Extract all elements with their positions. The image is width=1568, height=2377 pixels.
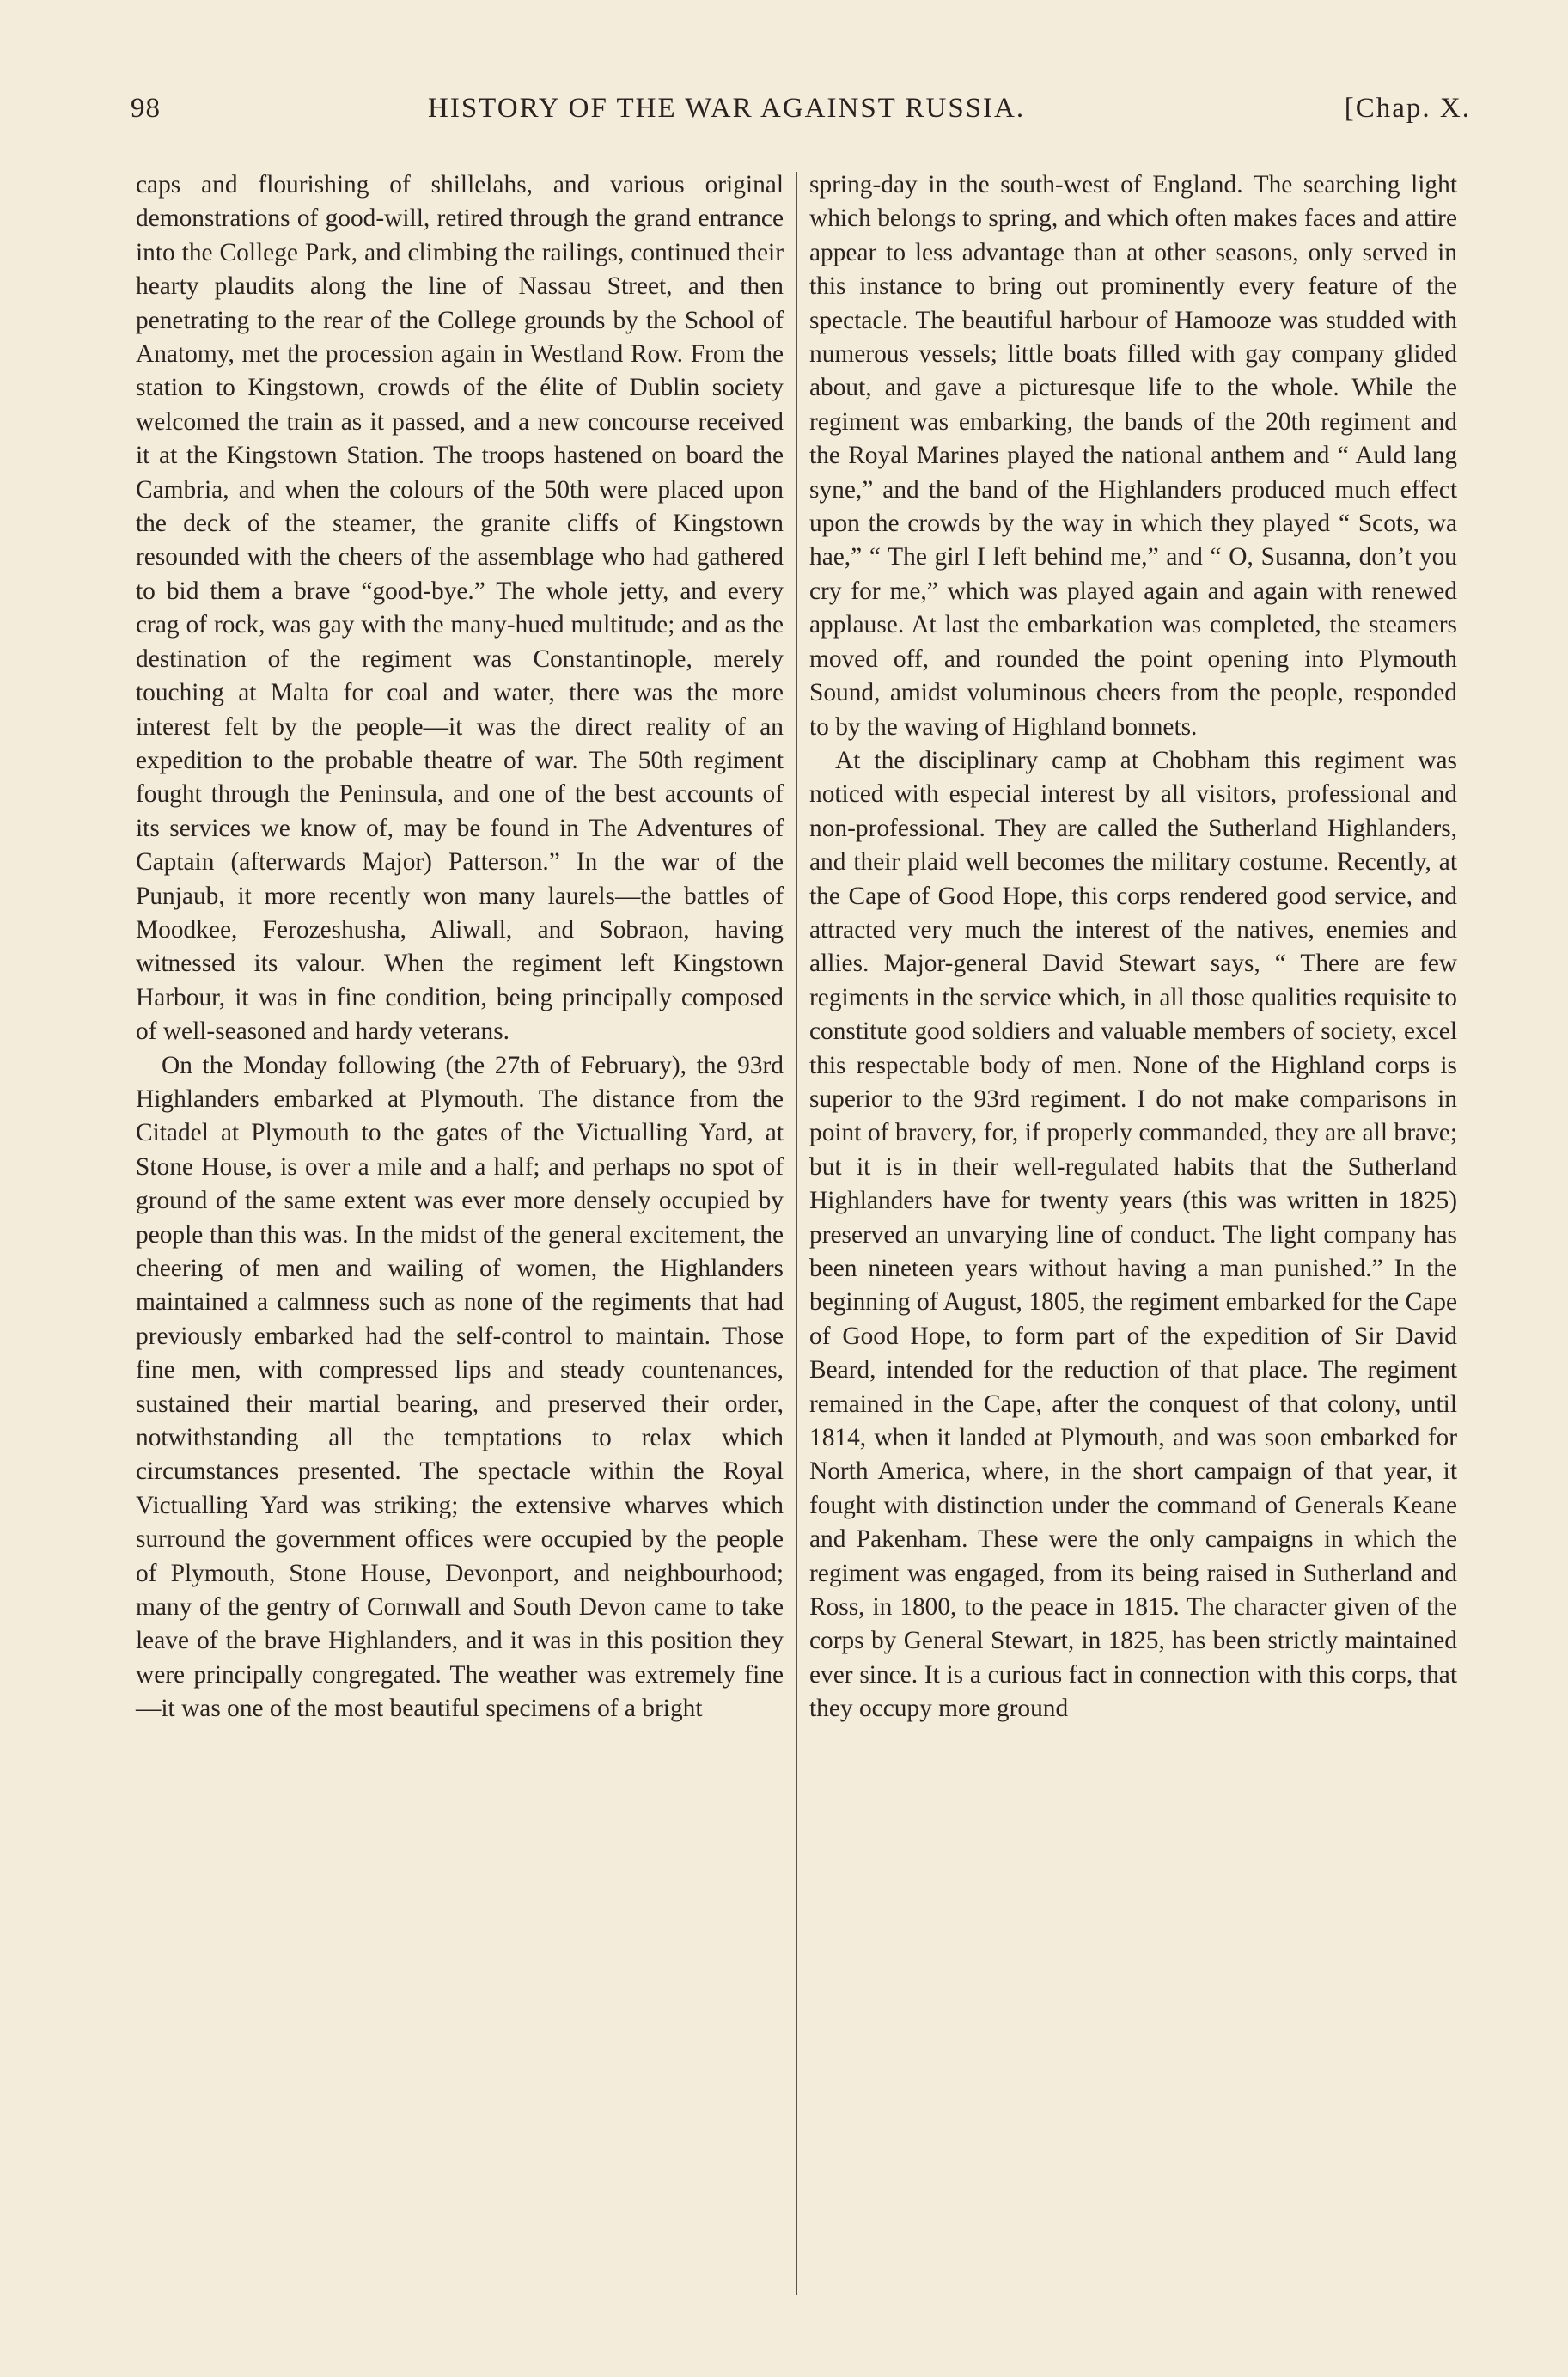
right-paragraph-1: spring-day in the south-west of England. The searching light which belongs to spring, and which often makes faces and attire appear to less advantage than at other seasons, only served in this instance to bring out prominently every feature of the spectacle. The beautiful harbour of Hamooze was studded with numerous vessels; little boats filled with gay company glided about, and gave a picturesque life to the whole. While the regiment was embarking, the bands of the 20th regiment and the Royal Marines played the national anthem and “ Auld lang syne,” and the band of the Highlanders produced much effect upon the crowds by the way in which they played “ Scots, wa hae,” “ The girl I left behind me,” and “ O, Susanna, don’t you cry for me,” which was played again and again with renewed applause. At last the embarkation was completed, the steamers moved off, and rounded the point opening into Plymouth Sound, amidst voluminous cheers from the people, responded to by the waving of Highland bonnets. [809,171,1457,741]
right-column [809,168,1457,1726]
left-column [136,168,784,1726]
running-title: HISTORY OF THE WAR AGAINST RUSSIA. [428,93,1026,124]
right-paragraph-2: At the disciplinary camp at Chobham this regiment was noticed with especial interest by all visitors, professional and non-professional. They are called the Sutherland Highlanders, and their plaid well becomes the military costume. Recently, at the Cape of Good Hope, this corps rendered good service, and attracted very much the interest of the natives, enemies and allies. Major-general David Stewart says, “ There are few regiments in the service which, in all those qualities requisite to constitute good soldiers and valuable members of society, excel this respectable body of men. None of the Highland corps is superior to the 93rd regiment. I do not make comparisons in point of bravery, for, if properly commanded, they are all brave; but it is in their well-regulated habits that the Sutherland Highlanders have for twenty years (this was written in 1825) preserved an unvarying line of conduct. The light company has been nineteen years without having a man punished.” In the beginning of August, 1805, the regiment embarked for the Cape of Good Hope, to form part of the expedition of Sir David Beard, intended for the reduction of that place. The regiment remained in the Cape, after the conquest of that colony, until 1814, when it landed at Plymouth, and was soon embarked for North America, where, in the short campaign of that year, it fought with distinction under the command of Generals Keane and Pakenham. These were the only campaigns in which the regiment was engaged, from its being raised in Sutherland and Ross, in 1800, to the peace in 1815. The character given of the corps by General Stewart, in 1825, has been strictly maintained ever since. It is a curious fact in connection with this corps, that they occupy more ground [809,746,1457,1723]
page-number: 98 [131,93,161,124]
chapter-label: [Chap. X. [1344,93,1471,124]
left-paragraph-2: On the Monday following (the 27th of February), the 93rd Highlanders embarked at Plymouth. The distance from the Citadel at Plymouth to the gates of the Victualling Yard, at Stone House, is over a mile and a half; and perhaps no spot of ground of the same extent was ever more densely occupied by people than this was. In the midst of the general excitement, the cheering of men and wailing of women, the Highlanders maintained a calmness such as none of the regiments that had previously embarked had the self-control to maintain. Those fine men, with compressed lips and steady countenances, sustained their martial bearing, and preserved their order, notwithstanding all the temptations to relax which circumstances presented. The spectacle within the Royal Victualling Yard was striking; the extensive wharves which surround the government offices were occupied by the people of Plymouth, Stone House, Devonport, and neighbourhood; many of the gentry of Cornwall and South Devon came to take leave of the brave Highlanders, and it was in this position they were principally congregated. The weather was extremely fine—it was one of the most beautiful specimens of a bright [136,1051,784,1723]
left-paragraph-1: caps and flourishing of shillelahs, and various original demonstrations of good-will, retired through the grand entrance into the College Park, and climbing the railings, continued their hearty plaudits along the line of Nassau Street, and then penetrating to the rear of the College grounds by the School of Anatomy, met the procession again in Westland Row. From the station to Kingstown, crowds of the élite of Dublin society welcomed the train as it passed, and a new concourse received it at the Kingstown Station. The troops hastened on board the Cambria, and when the colours of the 50th were placed upon the deck of the steamer, the granite cliffs of Kingstown resounded with the cheers of the assemblage who had gathered to bid them a brave “good-bye.” The whole jetty, and every crag of rock, was gay with the many-hued multitude; and as the destination of the regiment was Constantinople, merely touching at Malta for coal and water, there was the more interest felt by the people—it was the direct reality of an expedition to the probable theatre of war. The 50th regiment fought through the Peninsula, and one of the best accounts of its services we know of, may be found in The Adventures of Captain (afterwards Major) Patterson.” In the war of the Punjaub, it more recently won many laurels—the battles of Moodkee, Ferozeshusha, Aliwall, and Sobraon, having witnessed its valour. When the regiment left Kingstown Harbour, it was in fine condition, being principally composed of well-seasoned and hardy veterans. [136,171,784,1046]
column-divider [796,172,797,2295]
page-header [131,93,1471,131]
